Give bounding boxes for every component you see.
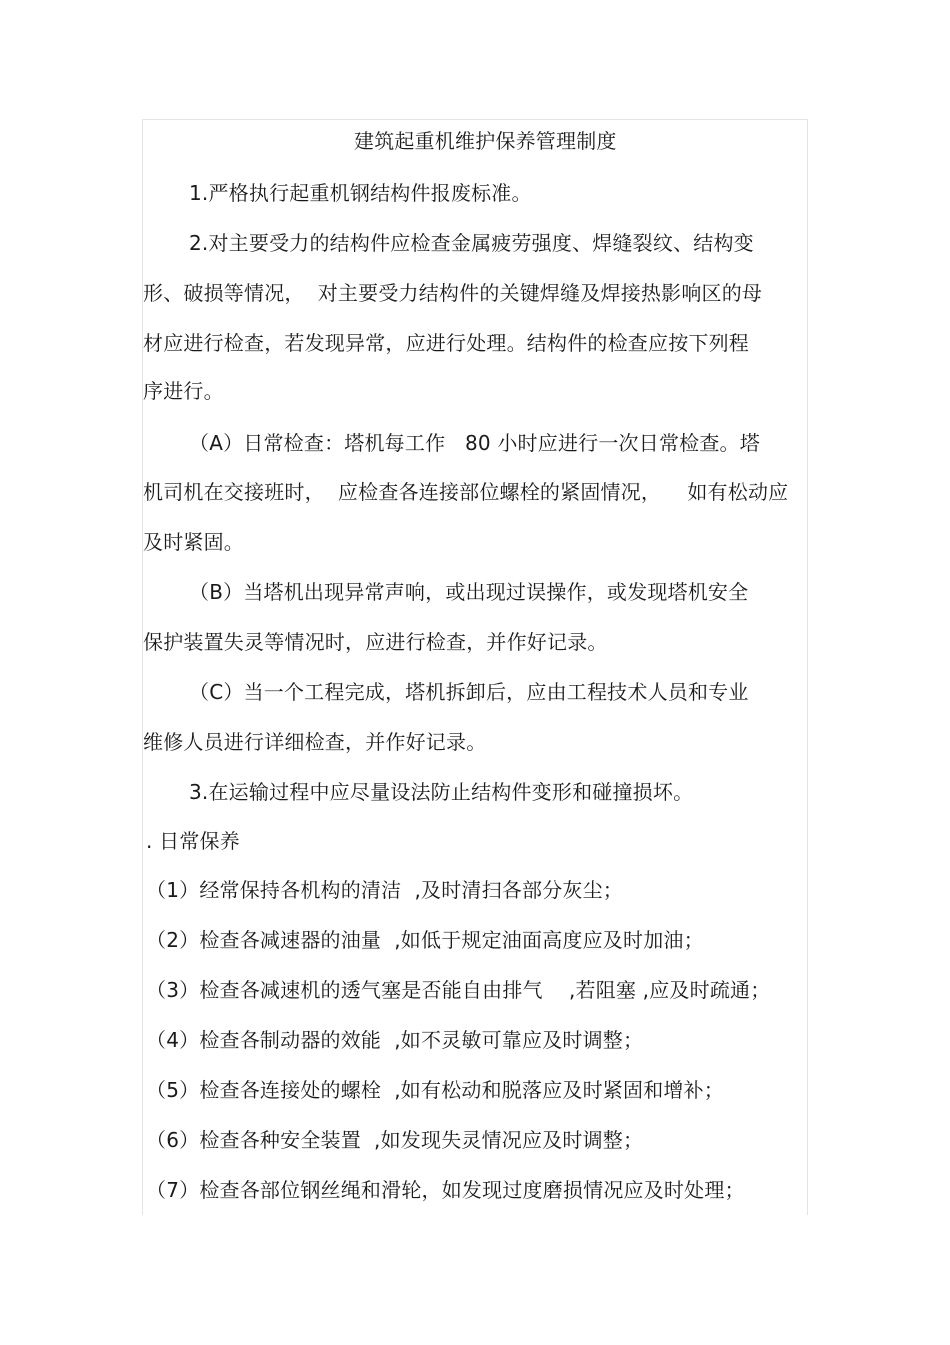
daily-item-4: （4）检查各制动器的效能 ,如不灵敏可靠应及时调整； bbox=[146, 1028, 644, 1052]
item-c-line-2: 维修人员进行详细检查，并作好记录。 bbox=[143, 730, 487, 754]
item-2-line-3: 材应进行检查，若发现异常，应进行处理。结构件的检查应按下列程 bbox=[143, 331, 749, 355]
item-b-line-1: （B）当塔机出现异常声响，或出现过误操作，或发现塔机安全 bbox=[189, 580, 749, 604]
item-c-line-1: （C）当一个工程完成，塔机拆卸后，应由工程技术人员和专业 bbox=[189, 680, 749, 704]
item-1: 1.严格执行起重机钢结构件报废标准。 bbox=[189, 181, 532, 205]
daily-item-2: （2）检查各减速器的油量 ,如低于规定油面高度应及时加油； bbox=[146, 928, 704, 952]
daily-item-5: （5）检查各连接处的螺栓 ,如有松动和脱落应及时紧固和增补； bbox=[146, 1078, 724, 1102]
item-a-line-2: 机司机在交接班时， 应检查各连接部位螺栓的紧固情况， 如有松动应 bbox=[143, 480, 789, 504]
item-2-line-2: 形、破损等情况， 对主要受力结构件的关键焊缝及焊接热影响区的母 bbox=[143, 281, 763, 305]
daily-item-1: （1）经常保持各机构的清洁 ,及时清扫各部分灰尘； bbox=[146, 878, 623, 902]
daily-item-6: （6）检查各种安全装置 ,如发现失灵情况应及时调整； bbox=[146, 1128, 644, 1152]
item-2-line-1: 2.对主要受力的结构件应检查金属疲劳强度、焊缝裂纹、结构变 bbox=[189, 231, 754, 255]
document-title: 建筑起重机维护保养管理制度 bbox=[354, 129, 617, 153]
item-b-line-2: 保护装置失灵等情况时，应进行检查，并作好记录。 bbox=[143, 630, 608, 654]
daily-maintenance-heading: . 日常保养 bbox=[146, 829, 240, 853]
item-a-line-3: 及时紧固。 bbox=[143, 530, 244, 554]
daily-item-3: （3）检查各减速机的透气塞是否能自由排气 ,若阻塞 ,应及时疏通； bbox=[146, 978, 771, 1002]
item-3: 3.在运输过程中应尽量设法防止结构件变形和碰撞损坏。 bbox=[189, 780, 694, 804]
daily-item-7: （7）检查各部位钢丝绳和滑轮，如发现过度磨损情况应及时处理； bbox=[146, 1178, 745, 1202]
item-a-line-1: （A）日常检查：塔机每工作 80 小时应进行一次日常检查。塔 bbox=[189, 431, 760, 455]
item-2-line-4: 序进行。 bbox=[143, 379, 224, 403]
